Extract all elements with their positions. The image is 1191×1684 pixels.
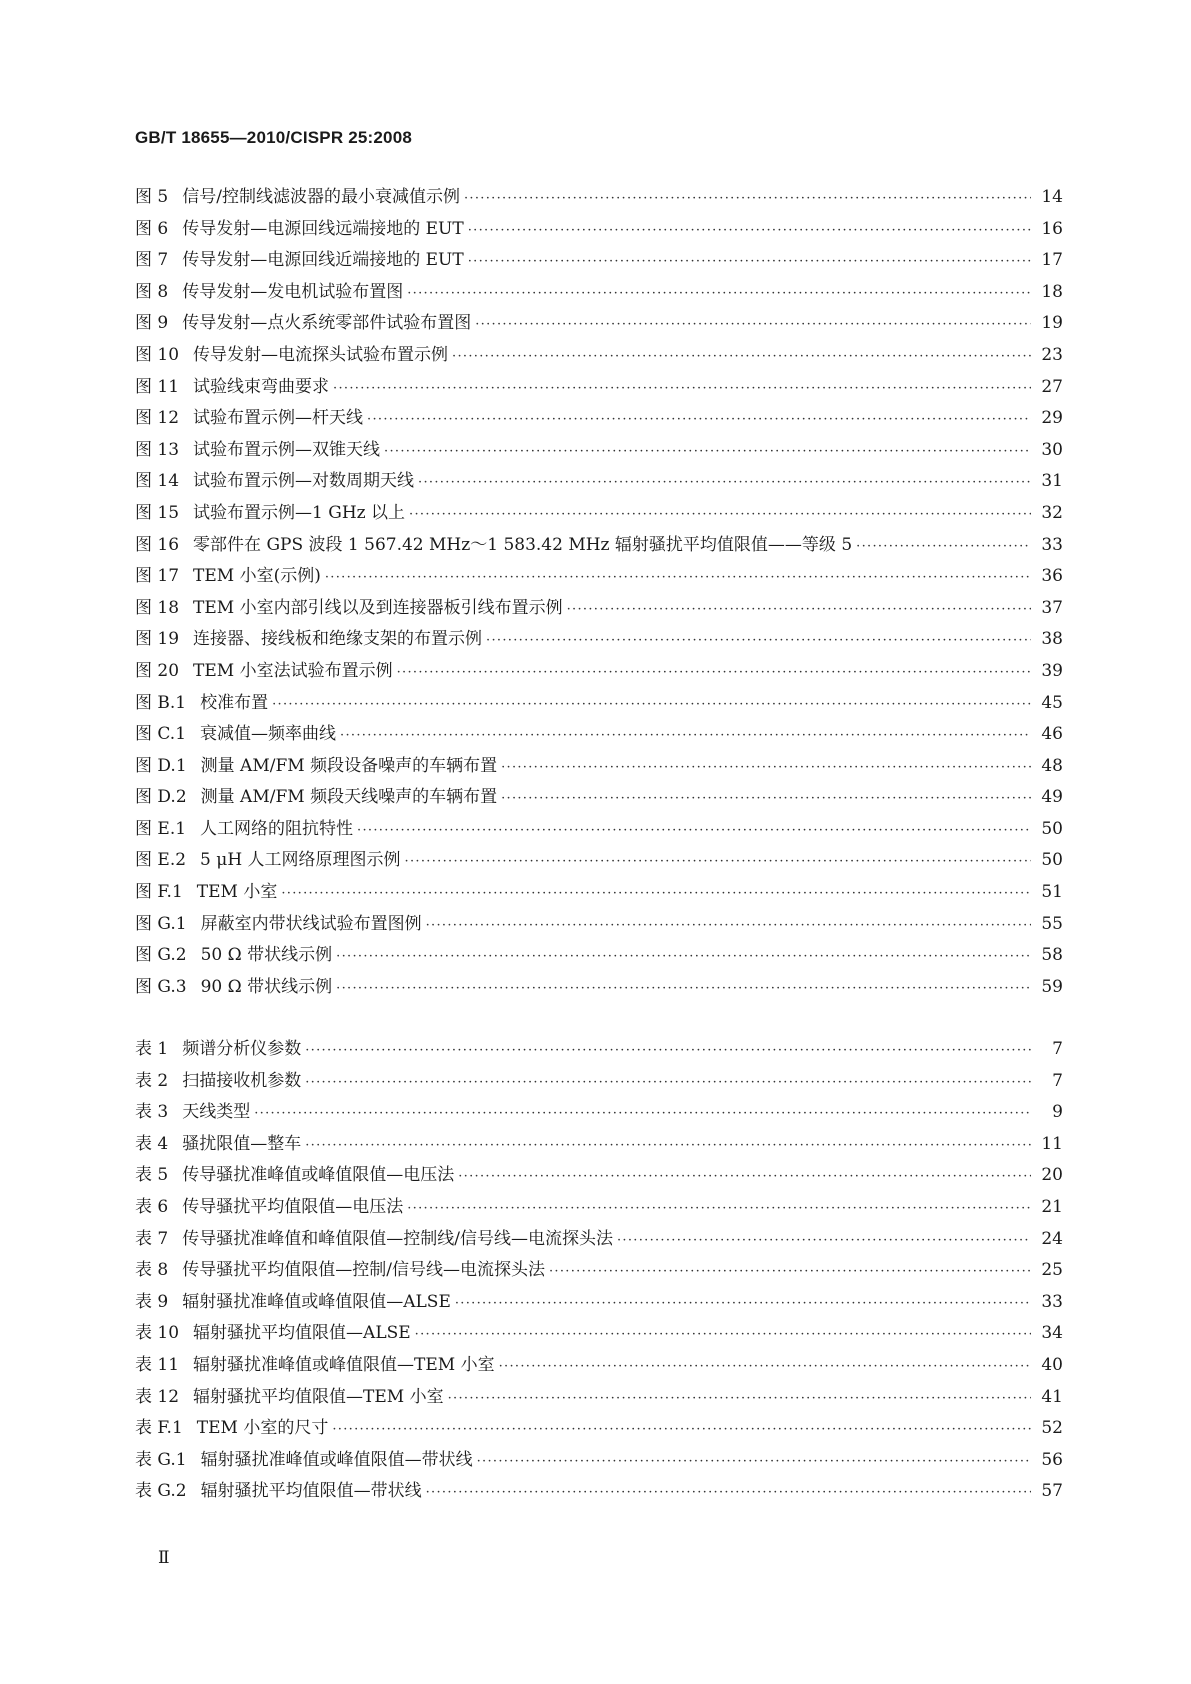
dot-leader	[407, 1193, 1031, 1225]
figure-title: 试验布置示例—杆天线	[193, 408, 364, 429]
figure-label: 图 6	[135, 218, 169, 239]
table-entry[interactable]	[135, 1160, 1063, 1192]
table-page-number: 40	[1041, 1354, 1063, 1375]
dot-leader	[477, 1446, 1031, 1478]
figure-page-number: 45	[1041, 692, 1063, 713]
table-label: 表 9	[135, 1291, 169, 1312]
dot-leader	[448, 1383, 1031, 1415]
figure-entry[interactable]	[135, 435, 1063, 467]
table-entry[interactable]	[135, 1034, 1063, 1066]
table-title: 扫描接收机参数	[182, 1070, 302, 1091]
table-page-number: 9	[1052, 1102, 1063, 1123]
figure-label: 图 11	[135, 376, 180, 397]
figure-entry[interactable]	[135, 814, 1063, 846]
dot-leader	[367, 404, 1031, 436]
figure-entry[interactable]	[135, 308, 1063, 340]
list-of-figures	[135, 182, 1063, 1003]
table-title: TEM 小室的尺寸	[196, 1418, 329, 1439]
figure-entry[interactable]	[135, 372, 1063, 404]
figure-label: 图 G.2	[135, 945, 187, 966]
dot-leader	[415, 1319, 1031, 1351]
table-page-number: 7	[1052, 1070, 1063, 1091]
table-page-number: 34	[1041, 1323, 1063, 1344]
figure-title: TEM 小室(示例)	[193, 566, 321, 587]
figure-page-number: 37	[1041, 597, 1063, 618]
table-label: 表 4	[135, 1133, 169, 1154]
figure-label: 图 G.1	[135, 913, 187, 934]
figure-entry[interactable]	[135, 719, 1063, 751]
figure-label: 图 20	[135, 660, 180, 681]
dot-leader	[468, 246, 1031, 278]
figure-title: TEM 小室法试验布置示例	[193, 660, 393, 681]
table-title: 辐射骚扰准峰值或峰值限值—TEM 小室	[193, 1354, 495, 1375]
table-page-number: 25	[1041, 1260, 1063, 1281]
dot-leader	[464, 183, 1031, 215]
table-entry[interactable]	[135, 1097, 1063, 1129]
dot-leader	[272, 689, 1031, 721]
figure-label: 图 G.3	[135, 976, 187, 997]
figure-title: 90 Ω 带状线示例	[200, 976, 333, 997]
dot-leader	[452, 341, 1031, 373]
figure-entry[interactable]	[135, 972, 1063, 1004]
figure-page-number: 55	[1041, 913, 1063, 934]
figure-page-number: 19	[1041, 313, 1063, 334]
figure-entry[interactable]	[135, 877, 1063, 909]
figure-entry[interactable]	[135, 624, 1063, 656]
figure-label: 图 7	[135, 250, 169, 271]
table-entry[interactable]	[135, 1192, 1063, 1224]
figure-title: 测量 AM/FM 频段设备噪声的车辆布置	[200, 755, 498, 776]
figure-entry[interactable]	[135, 403, 1063, 435]
figure-page-number: 39	[1041, 660, 1063, 681]
table-title: 传导骚扰平均值限值—控制/信号线—电流探头法	[182, 1260, 545, 1281]
figure-label: 图 5	[135, 187, 169, 207]
figure-page-number: 23	[1041, 344, 1063, 365]
figure-title: TEM 小室内部引线以及到连接器板引线布置示例	[193, 597, 563, 618]
figure-page-number: 33	[1041, 534, 1063, 555]
dot-leader	[549, 1256, 1031, 1288]
table-page-number: 56	[1041, 1449, 1063, 1470]
table-title: 辐射骚扰平均值限值—ALSE	[193, 1323, 411, 1344]
figure-label: 图 18	[135, 597, 180, 618]
dot-leader	[305, 1130, 1031, 1162]
table-label: 表 G.2	[135, 1481, 187, 1502]
figure-page-number: 48	[1041, 755, 1063, 776]
dot-leader	[325, 562, 1031, 594]
dot-leader	[567, 594, 1031, 626]
dot-leader	[501, 783, 1031, 815]
figure-page-number: 14	[1041, 187, 1063, 207]
table-label: 表 5	[135, 1165, 169, 1186]
figure-label: 图 E.1	[135, 818, 187, 839]
dot-leader	[486, 625, 1031, 657]
figure-entry[interactable]	[135, 466, 1063, 498]
table-page-number: 24	[1041, 1228, 1063, 1249]
table-title: 频谱分析仪参数	[182, 1039, 302, 1059]
table-label: 表 6	[135, 1196, 169, 1217]
table-page-number: 20	[1041, 1165, 1063, 1186]
table-page-number: 21	[1041, 1196, 1063, 1217]
figure-page-number: 16	[1041, 218, 1063, 239]
table-entry[interactable]	[135, 1318, 1063, 1350]
table-page-number: 52	[1041, 1418, 1063, 1439]
figure-page-number: 46	[1041, 724, 1063, 745]
figure-title: 传导发射—电源回线近端接地的 EUT	[182, 250, 464, 271]
figure-label: 图 17	[135, 566, 180, 587]
figure-label: 图 9	[135, 313, 169, 334]
dot-leader	[397, 657, 1031, 689]
figure-page-number: 30	[1041, 439, 1063, 460]
dot-leader	[407, 278, 1031, 310]
figure-entry[interactable]	[135, 561, 1063, 593]
figure-page-number: 49	[1041, 787, 1063, 808]
figure-title: 屏蔽室内带状线试验布置图例	[200, 913, 422, 934]
table-title: 传导骚扰准峰值和峰值限值—控制线/信号线—电流探头法	[182, 1228, 613, 1249]
figure-label: 图 10	[135, 344, 180, 365]
dot-leader	[426, 910, 1031, 942]
table-title: 辐射骚扰准峰值或峰值限值—带状线	[200, 1449, 473, 1470]
table-label: 表 12	[135, 1386, 180, 1407]
figure-entry[interactable]	[135, 214, 1063, 246]
figure-entry[interactable]	[135, 530, 1063, 562]
figure-title: 试验线束弯曲要求	[193, 376, 330, 397]
dot-leader	[458, 1161, 1031, 1193]
table-entry[interactable]	[135, 1255, 1063, 1287]
figure-label: 图 8	[135, 281, 169, 302]
figure-title: 传导发射—发电机试验布置图	[182, 281, 404, 302]
figure-entry[interactable]	[135, 277, 1063, 309]
figure-title: 连接器、接线板和绝缘支架的布置示例	[193, 629, 483, 650]
dot-leader	[617, 1225, 1031, 1257]
figure-page-number: 17	[1041, 250, 1063, 271]
table-title: 辐射骚扰平均值限值—TEM 小室	[193, 1386, 444, 1407]
figure-title: 校准布置	[200, 692, 269, 713]
table-title: 传导骚扰准峰值或峰值限值—电压法	[182, 1165, 455, 1186]
figure-title: 人工网络的阻抗特性	[200, 818, 354, 839]
table-label: 表 10	[135, 1323, 180, 1344]
dot-leader	[856, 531, 1031, 563]
figure-label: 图 12	[135, 408, 180, 429]
dot-leader	[426, 1477, 1031, 1509]
dot-leader	[305, 1067, 1031, 1099]
table-title: 辐射骚扰平均值限值—带状线	[200, 1481, 422, 1502]
dot-leader	[305, 1035, 1031, 1067]
table-title: 辐射骚扰准峰值或峰值限值—ALSE	[182, 1291, 451, 1312]
table-page-number: 11	[1041, 1133, 1063, 1154]
figure-entry[interactable]	[135, 593, 1063, 625]
figure-page-number: 58	[1041, 945, 1063, 966]
figure-entry[interactable]	[135, 909, 1063, 941]
table-label: 表 G.1	[135, 1449, 187, 1470]
figure-label: 图 D.2	[135, 787, 187, 808]
dot-leader	[254, 1098, 1031, 1130]
table-page-number: 33	[1041, 1291, 1063, 1312]
figure-label: 图 15	[135, 502, 180, 523]
figure-entry[interactable]	[135, 182, 1063, 214]
dot-leader	[384, 436, 1031, 468]
figure-entry[interactable]	[135, 340, 1063, 372]
figure-title: 信号/控制线滤波器的最小衰减值示例	[182, 187, 460, 207]
table-label: 表 1	[135, 1039, 169, 1059]
figure-entry[interactable]	[135, 688, 1063, 720]
figure-label: 图 16	[135, 534, 180, 555]
figure-page-number: 51	[1041, 882, 1063, 903]
table-page-number: 41	[1041, 1386, 1063, 1407]
table-entry[interactable]	[135, 1350, 1063, 1382]
figure-label: 图 13	[135, 439, 180, 460]
figure-label: 图 14	[135, 471, 180, 492]
dot-leader	[475, 309, 1031, 341]
dot-leader	[405, 846, 1031, 878]
figure-page-number: 29	[1041, 408, 1063, 429]
table-page-number: 57	[1041, 1481, 1063, 1502]
figure-title: 测量 AM/FM 频段天线噪声的车辆布置	[200, 787, 498, 808]
table-entry[interactable]	[135, 1445, 1063, 1477]
standard-code-header: GB/T 18655—2010/CISPR 25:2008	[135, 128, 413, 147]
dot-leader	[340, 720, 1031, 752]
figure-title: 5 μH 人工网络原理图示例	[200, 850, 401, 871]
table-label: 表 8	[135, 1260, 169, 1281]
table-label: 表 11	[135, 1354, 180, 1375]
dot-leader	[332, 1414, 1031, 1446]
dot-leader	[501, 752, 1031, 784]
table-label: 表 F.1	[135, 1418, 183, 1439]
figure-label: 图 D.1	[135, 755, 187, 776]
dot-leader	[357, 815, 1031, 847]
dot-leader	[409, 499, 1031, 531]
figure-title: TEM 小室	[196, 882, 278, 903]
figure-title: 零部件在 GPS 波段 1 567.42 MHz～1 583.42 MHz 辐射骚扰平均值限值——等级 5	[193, 534, 853, 555]
figure-entry[interactable]	[135, 656, 1063, 688]
figure-entry[interactable]	[135, 751, 1063, 783]
figure-label: 图 B.1	[135, 692, 187, 713]
dot-leader	[499, 1351, 1031, 1383]
page-number: Ⅱ	[158, 1548, 170, 1568]
table-entry[interactable]	[135, 1382, 1063, 1414]
figure-page-number: 59	[1041, 976, 1063, 997]
figure-label: 图 E.2	[135, 850, 187, 871]
table-entry[interactable]	[135, 1413, 1063, 1445]
table-title: 骚扰限值—整车	[182, 1133, 302, 1154]
figure-page-number: 27	[1041, 376, 1063, 397]
list-of-tables	[135, 1034, 1063, 1508]
figure-entry[interactable]	[135, 940, 1063, 972]
figure-title: 衰减值—频率曲线	[200, 724, 337, 745]
figure-label: 图 19	[135, 629, 180, 650]
table-label: 表 2	[135, 1070, 169, 1091]
figure-title: 试验布置示例—对数周期天线	[193, 471, 415, 492]
figure-page-number: 38	[1041, 629, 1063, 650]
figure-entry[interactable]	[135, 845, 1063, 877]
dot-leader	[336, 973, 1031, 1005]
table-page-number: 7	[1052, 1039, 1063, 1059]
figure-title: 试验布置示例—双锥天线	[193, 439, 381, 460]
table-label: 表 7	[135, 1228, 169, 1249]
table-entry[interactable]	[135, 1224, 1063, 1256]
figure-page-number: 50	[1041, 818, 1063, 839]
figure-label: 图 F.1	[135, 882, 183, 903]
figure-label: 图 C.1	[135, 724, 187, 745]
figure-page-number: 50	[1041, 850, 1063, 871]
table-entry[interactable]	[135, 1066, 1063, 1098]
dot-leader	[336, 941, 1031, 973]
dot-leader	[333, 373, 1031, 405]
table-entry[interactable]	[135, 1476, 1063, 1508]
table-entry[interactable]	[135, 1129, 1063, 1161]
table-title: 天线类型	[182, 1102, 251, 1123]
figure-title: 50 Ω 带状线示例	[200, 945, 333, 966]
dot-leader	[455, 1288, 1031, 1320]
figure-title: 试验布置示例—1 GHz 以上	[193, 502, 406, 523]
figure-title: 传导发射—电流探头试验布置示例	[193, 344, 449, 365]
dot-leader	[418, 467, 1031, 499]
table-label: 表 3	[135, 1102, 169, 1123]
figure-page-number: 32	[1041, 502, 1063, 523]
dot-leader	[468, 215, 1031, 247]
figure-entry[interactable]	[135, 782, 1063, 814]
table-entry[interactable]	[135, 1287, 1063, 1319]
figure-page-number: 31	[1041, 471, 1063, 492]
table-title: 传导骚扰平均值限值—电压法	[182, 1196, 404, 1217]
figure-page-number: 18	[1041, 281, 1063, 302]
figure-entry[interactable]	[135, 245, 1063, 277]
dot-leader	[281, 878, 1031, 910]
figure-page-number: 36	[1041, 566, 1063, 587]
figure-title: 传导发射—电源回线远端接地的 EUT	[182, 218, 464, 239]
figure-title: 传导发射—点火系统零部件试验布置图	[182, 313, 472, 334]
figure-entry[interactable]	[135, 498, 1063, 530]
